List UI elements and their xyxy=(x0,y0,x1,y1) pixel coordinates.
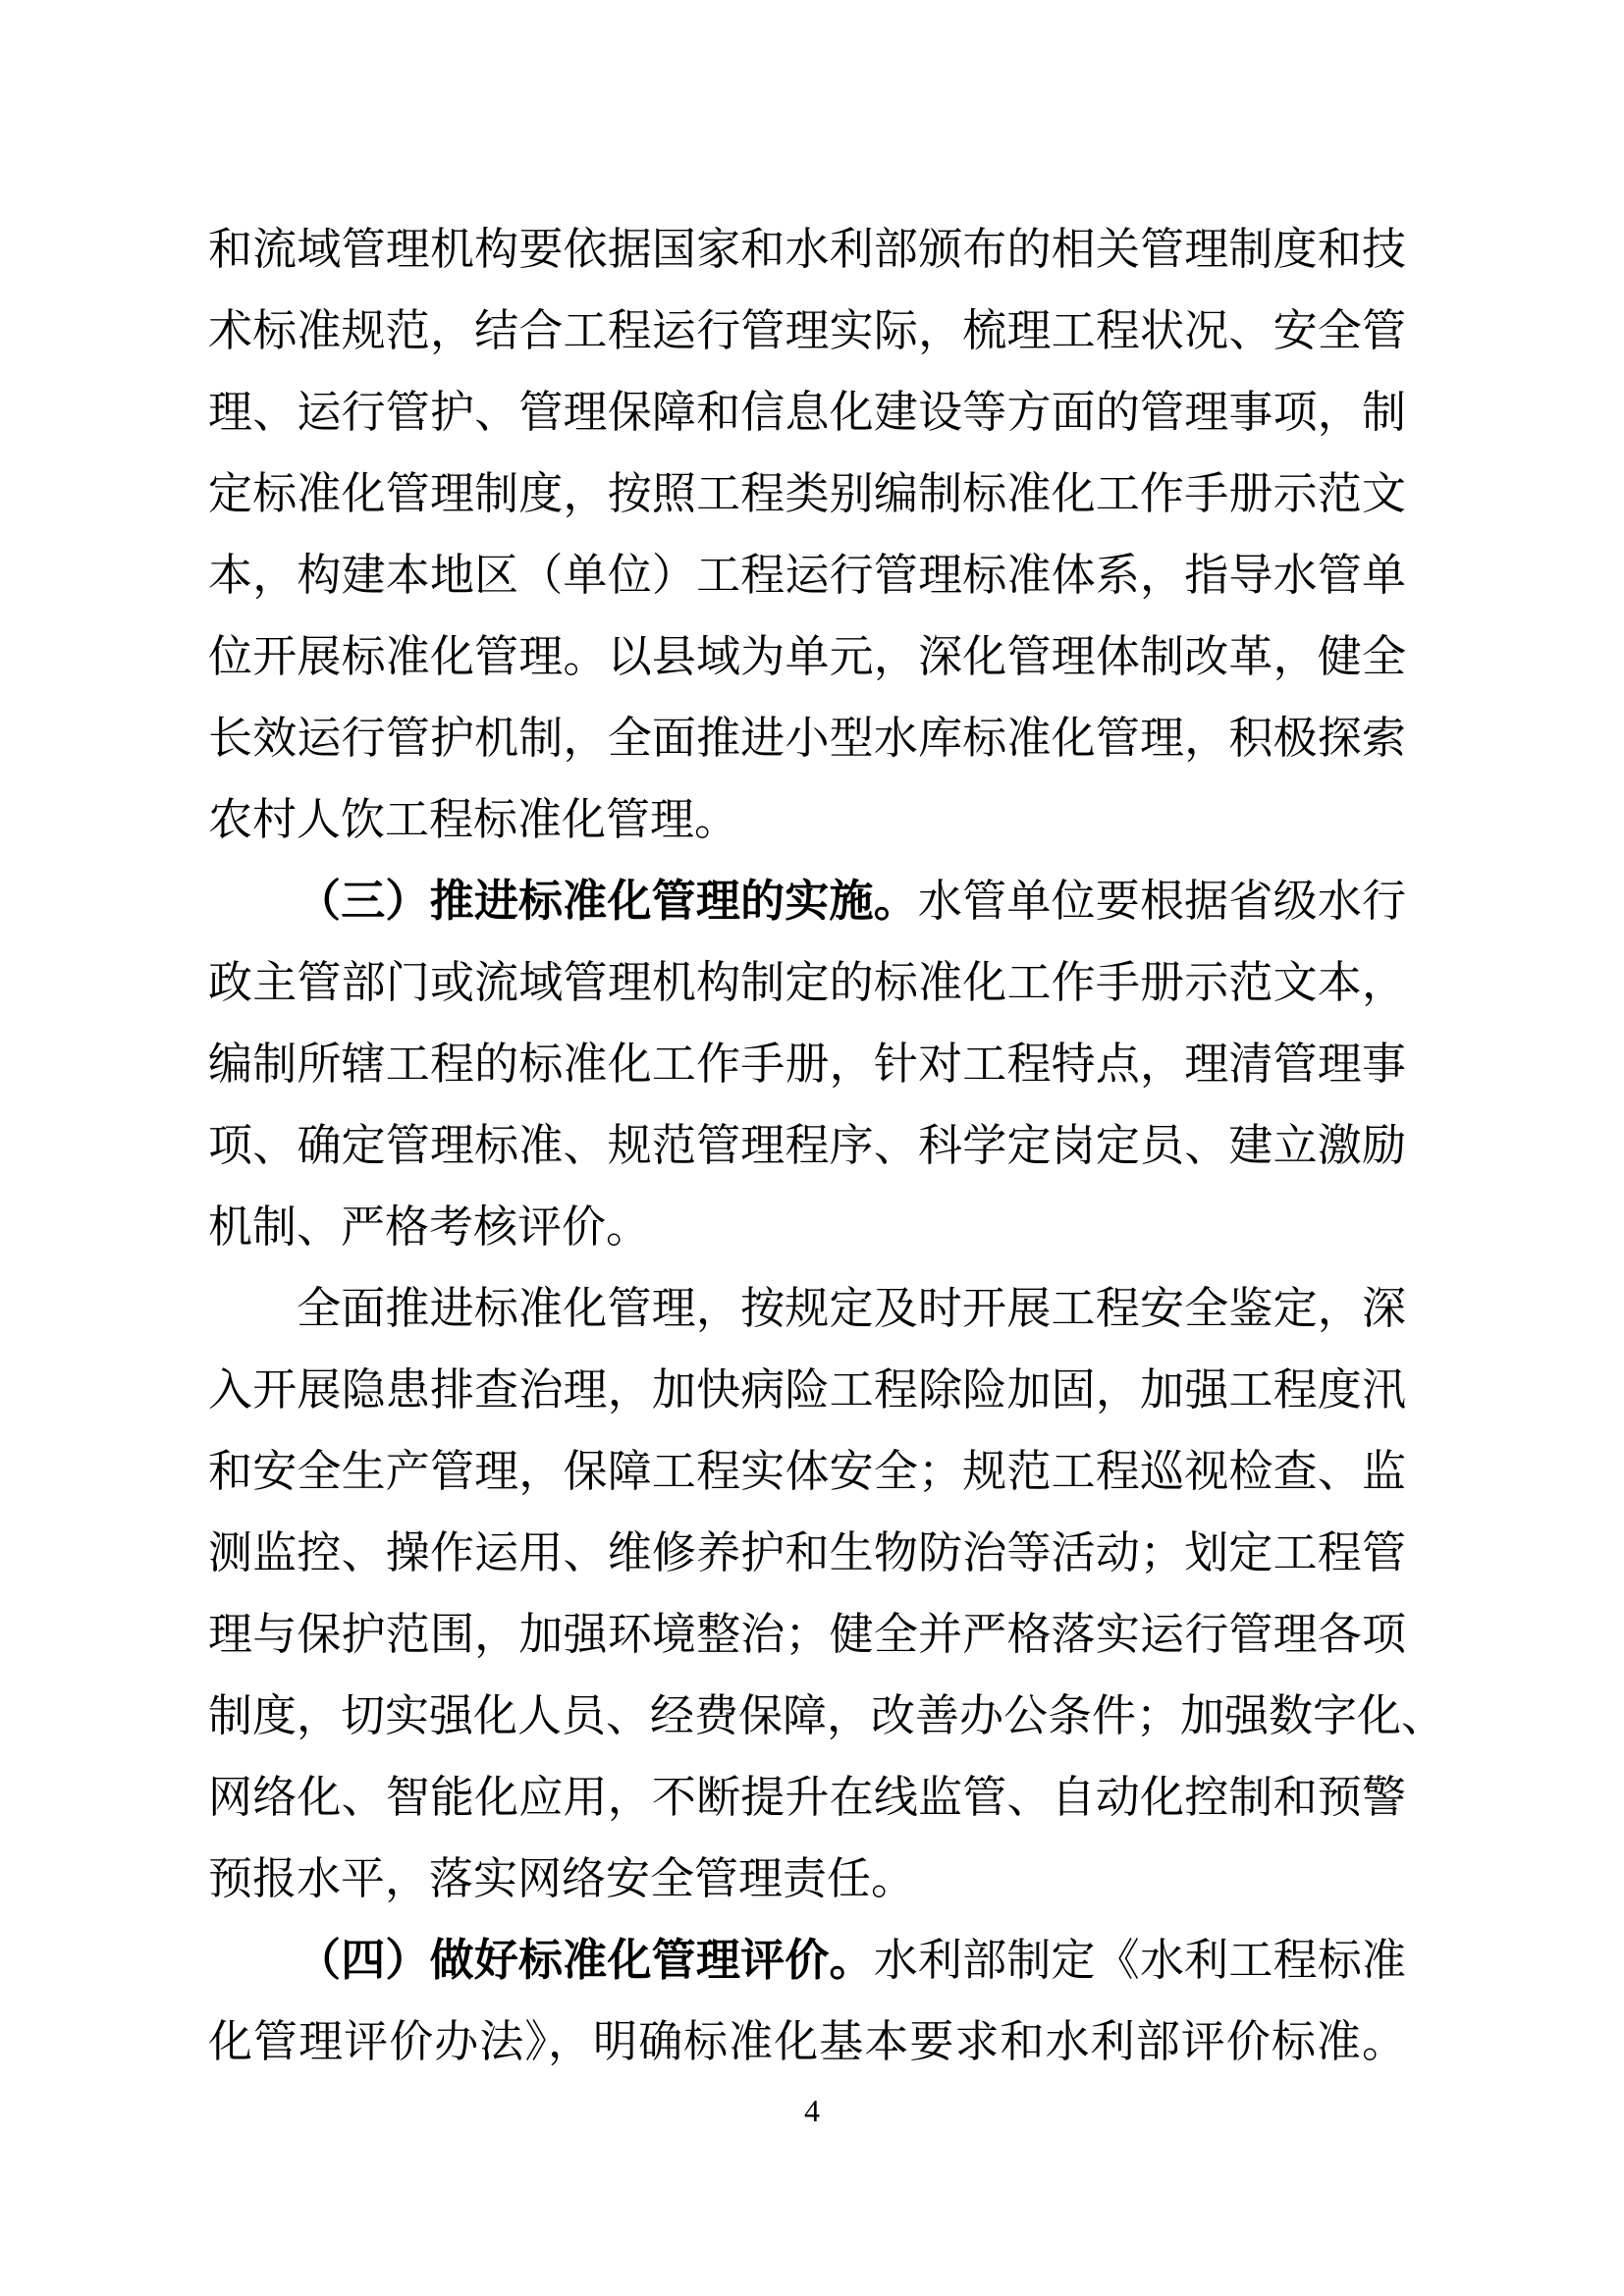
text-line: 网络化、智能化应用，不断提升在线监管、自动化控制和预警 xyxy=(208,1773,1406,1822)
paragraph-continuation xyxy=(208,209,1406,861)
text-line: 和安全生产管理，保障工程实体安全；规范工程巡视检查、监 xyxy=(208,1447,1406,1496)
paragraph-implementation xyxy=(208,1268,1446,1920)
paragraph-section-4 xyxy=(208,1920,1406,2083)
text-line: 位开展标准化管理。以县域为单元，深化管理体制改革，健全 xyxy=(208,632,1406,681)
text-line: 农村人饮工程标准化管理。 xyxy=(208,795,739,844)
text-line: 理、运行管护、管理保障和信息化建设等方面的管理事项，制 xyxy=(208,388,1406,437)
text-line: 和流域管理机构要依据国家和水利部颁布的相关管理制度和技 xyxy=(208,225,1406,274)
paragraph-section-3 xyxy=(208,861,1406,1268)
section-heading-line xyxy=(208,861,1406,942)
text-line: 长效运行管护机制，全面推进小型水库标准化管理，积极探索 xyxy=(208,714,1406,763)
section-4-lead-text: 水利部制定《水利工程标准 xyxy=(873,1936,1406,1985)
text-line: 机制、严格考核评价。 xyxy=(208,1202,651,1252)
text-line: 测监控、操作运用、维修养护和生物防治等活动；划定工程管 xyxy=(208,1528,1406,1577)
text-line: 全面推进标准化管理，按规定及时开展工程安全鉴定，深 xyxy=(297,1284,1406,1333)
text-line: 预报水平，落实网络安全管理责任。 xyxy=(208,1854,916,1903)
page-number: 4 xyxy=(804,2093,820,2128)
section-3-heading: （三）推进标准化管理的实施。 xyxy=(297,877,918,926)
text-line: 编制所辖工程的标准化工作手册，针对工程特点，理清管理事 xyxy=(208,1040,1406,1089)
section-heading-line xyxy=(208,1920,1406,2002)
text-line: 项、确定管理标准、规范管理程序、科学定岗定员、建立激励 xyxy=(208,1121,1406,1170)
text-line: 入开展隐患排查治理，加快病险工程除险加固，加强工程度汛 xyxy=(208,1365,1406,1415)
text-line: 化管理评价办法》，明确标准化基本要求和水利部评价标准。 xyxy=(208,2017,1406,2066)
text-line: 政主管部门或流域管理机构制定的标准化工作手册示范文本， xyxy=(208,958,1406,1007)
text-line: 理与保护范围，加强环境整治；健全并严格落实运行管理各项 xyxy=(208,1610,1406,1659)
text-line: 制度，切实强化人员、经费保障，改善办公条件；加强数字化、 xyxy=(208,1691,1446,1740)
body-text xyxy=(208,209,1446,2083)
text-line: 本，构建本地区（单位）工程运行管理标准体系，指导水管单 xyxy=(208,551,1406,600)
text-line: 术标准规范，结合工程运行管理实际，梳理工程状况、安全管 xyxy=(208,306,1406,355)
section-4-heading: （四）做好标准化管理评价。 xyxy=(297,1936,874,1985)
text-line: 定标准化管理制度，按照工程类别编制标准化工作手册示范文 xyxy=(208,469,1406,518)
section-3-lead-text: 水管单位要根据省级水行 xyxy=(917,877,1406,926)
